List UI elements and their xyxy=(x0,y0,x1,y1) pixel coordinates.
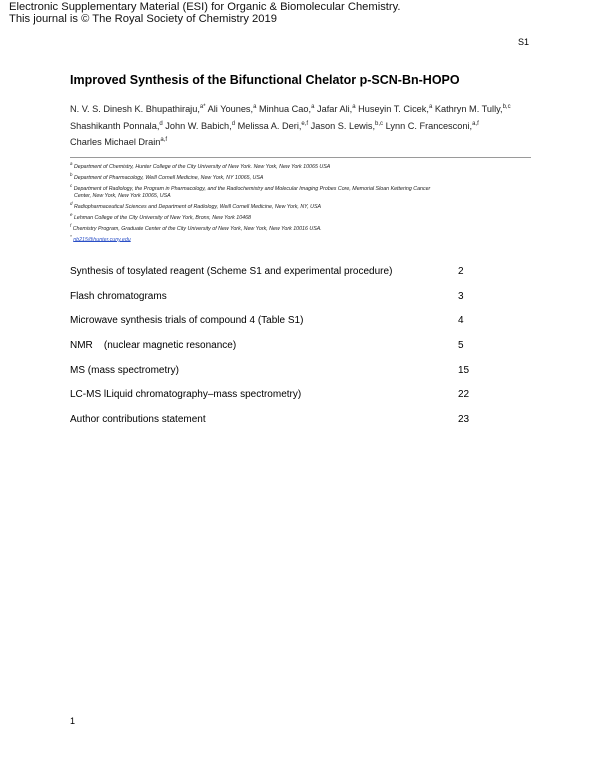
affiliation: $^c$ Department of Radiology, the Program in Pharmacology, and the Radiochemistry and Molecular Imaging Probes Core, Memorial Sloan Kettering Cancer xyxy=(70,182,431,192)
author: Melissa A. Deri,$^{e,f}$ xyxy=(237,120,309,131)
toc-entry[interactable]: Synthesis of tosylated reagent (Scheme S1 and experimental procedure) 2 xyxy=(70,266,464,277)
affiliation: $^b$ Department of Pharmacology, Weill Cornell Medicine, New York, NY 10065, USA xyxy=(70,171,264,181)
author: Jason S. Lewis,$^{b,c}$ xyxy=(310,120,384,131)
affiliation-list xyxy=(70,160,532,243)
author: N. V. S. Dinesh K. Bhupathiraju,$^{a*}$ xyxy=(70,103,206,114)
affiliation: $^e$ Lehman College of the City University of New York, Bronx, New York 10468 xyxy=(70,212,251,221)
affiliation-divider xyxy=(70,157,531,158)
author: Lynn C. Francesconi,$^{a,f}$ xyxy=(385,120,479,131)
author: Huseyin T. Cicek,$^a$ xyxy=(358,103,433,114)
toc-entry[interactable]: Microwave synthesis trials of compound 4 (Table S1) 4 xyxy=(70,315,464,327)
author: Minhua Cao,$^a$ xyxy=(258,103,315,114)
toc-entry[interactable]: Author contributions statement 23 xyxy=(70,414,470,426)
corresponding-email: * nb215@hunter.cuny.edu xyxy=(70,233,131,243)
header-line-2: This journal is © The Royal Society of Chemistry 2019 xyxy=(9,13,277,25)
paper-title: Improved Synthesis of the Bifunctional Chelator p-SCN-Bn-HOPO xyxy=(70,73,460,87)
page-number: 1 xyxy=(70,716,76,726)
header-line-1: Electronic Supplementary Material (ESI) for Organic & Biomolecular Chemistry. xyxy=(9,1,401,13)
affiliation: $^a$ Department of Chemistry, Hunter College of the City University of New York. New York, New York 10065 USA xyxy=(70,161,331,170)
toc-entry[interactable]: NMR (nuclear magnetic resonance) 5 xyxy=(70,340,464,352)
author: Shashikanth Ponnala,$^d$ xyxy=(70,120,163,131)
affiliation: $^d$ Radiopharmaceutical Sciences and Department of Radiology, Weill Cornell Medicine, New York, NY, USA xyxy=(70,201,322,211)
toc-entry[interactable]: Flash chromatograms 3 xyxy=(70,290,464,302)
author: Jafar Ali,$^a$ xyxy=(316,103,356,114)
author: John W. Babich,$^d$ xyxy=(165,120,236,131)
affiliation: Center, New York, New York 10065, USA xyxy=(74,193,171,200)
author: Kathryn M. Tully,$^{b,c}$ xyxy=(434,103,511,114)
toc-entry[interactable]: MS (mass spectrometry) 15 xyxy=(70,364,470,376)
table-of-contents xyxy=(70,266,475,439)
page-label: S1 xyxy=(517,37,529,47)
author: Ali Younes,$^a$ xyxy=(207,103,257,114)
email-link[interactable]: nb215@hunter.cuny.edu xyxy=(73,236,131,243)
esi-header xyxy=(9,1,401,25)
affiliation: $^f$ Chemistry Program, Graduate Center of the City University of New York, New York, New York 10016 USA. xyxy=(70,222,322,232)
author: Charles Michael Drain$^{a,f}$ xyxy=(70,136,168,147)
toc-entry[interactable]: LC-MS lLiquid chromatography–mass spectrometry) 22 xyxy=(70,389,470,401)
author-list xyxy=(70,101,532,151)
